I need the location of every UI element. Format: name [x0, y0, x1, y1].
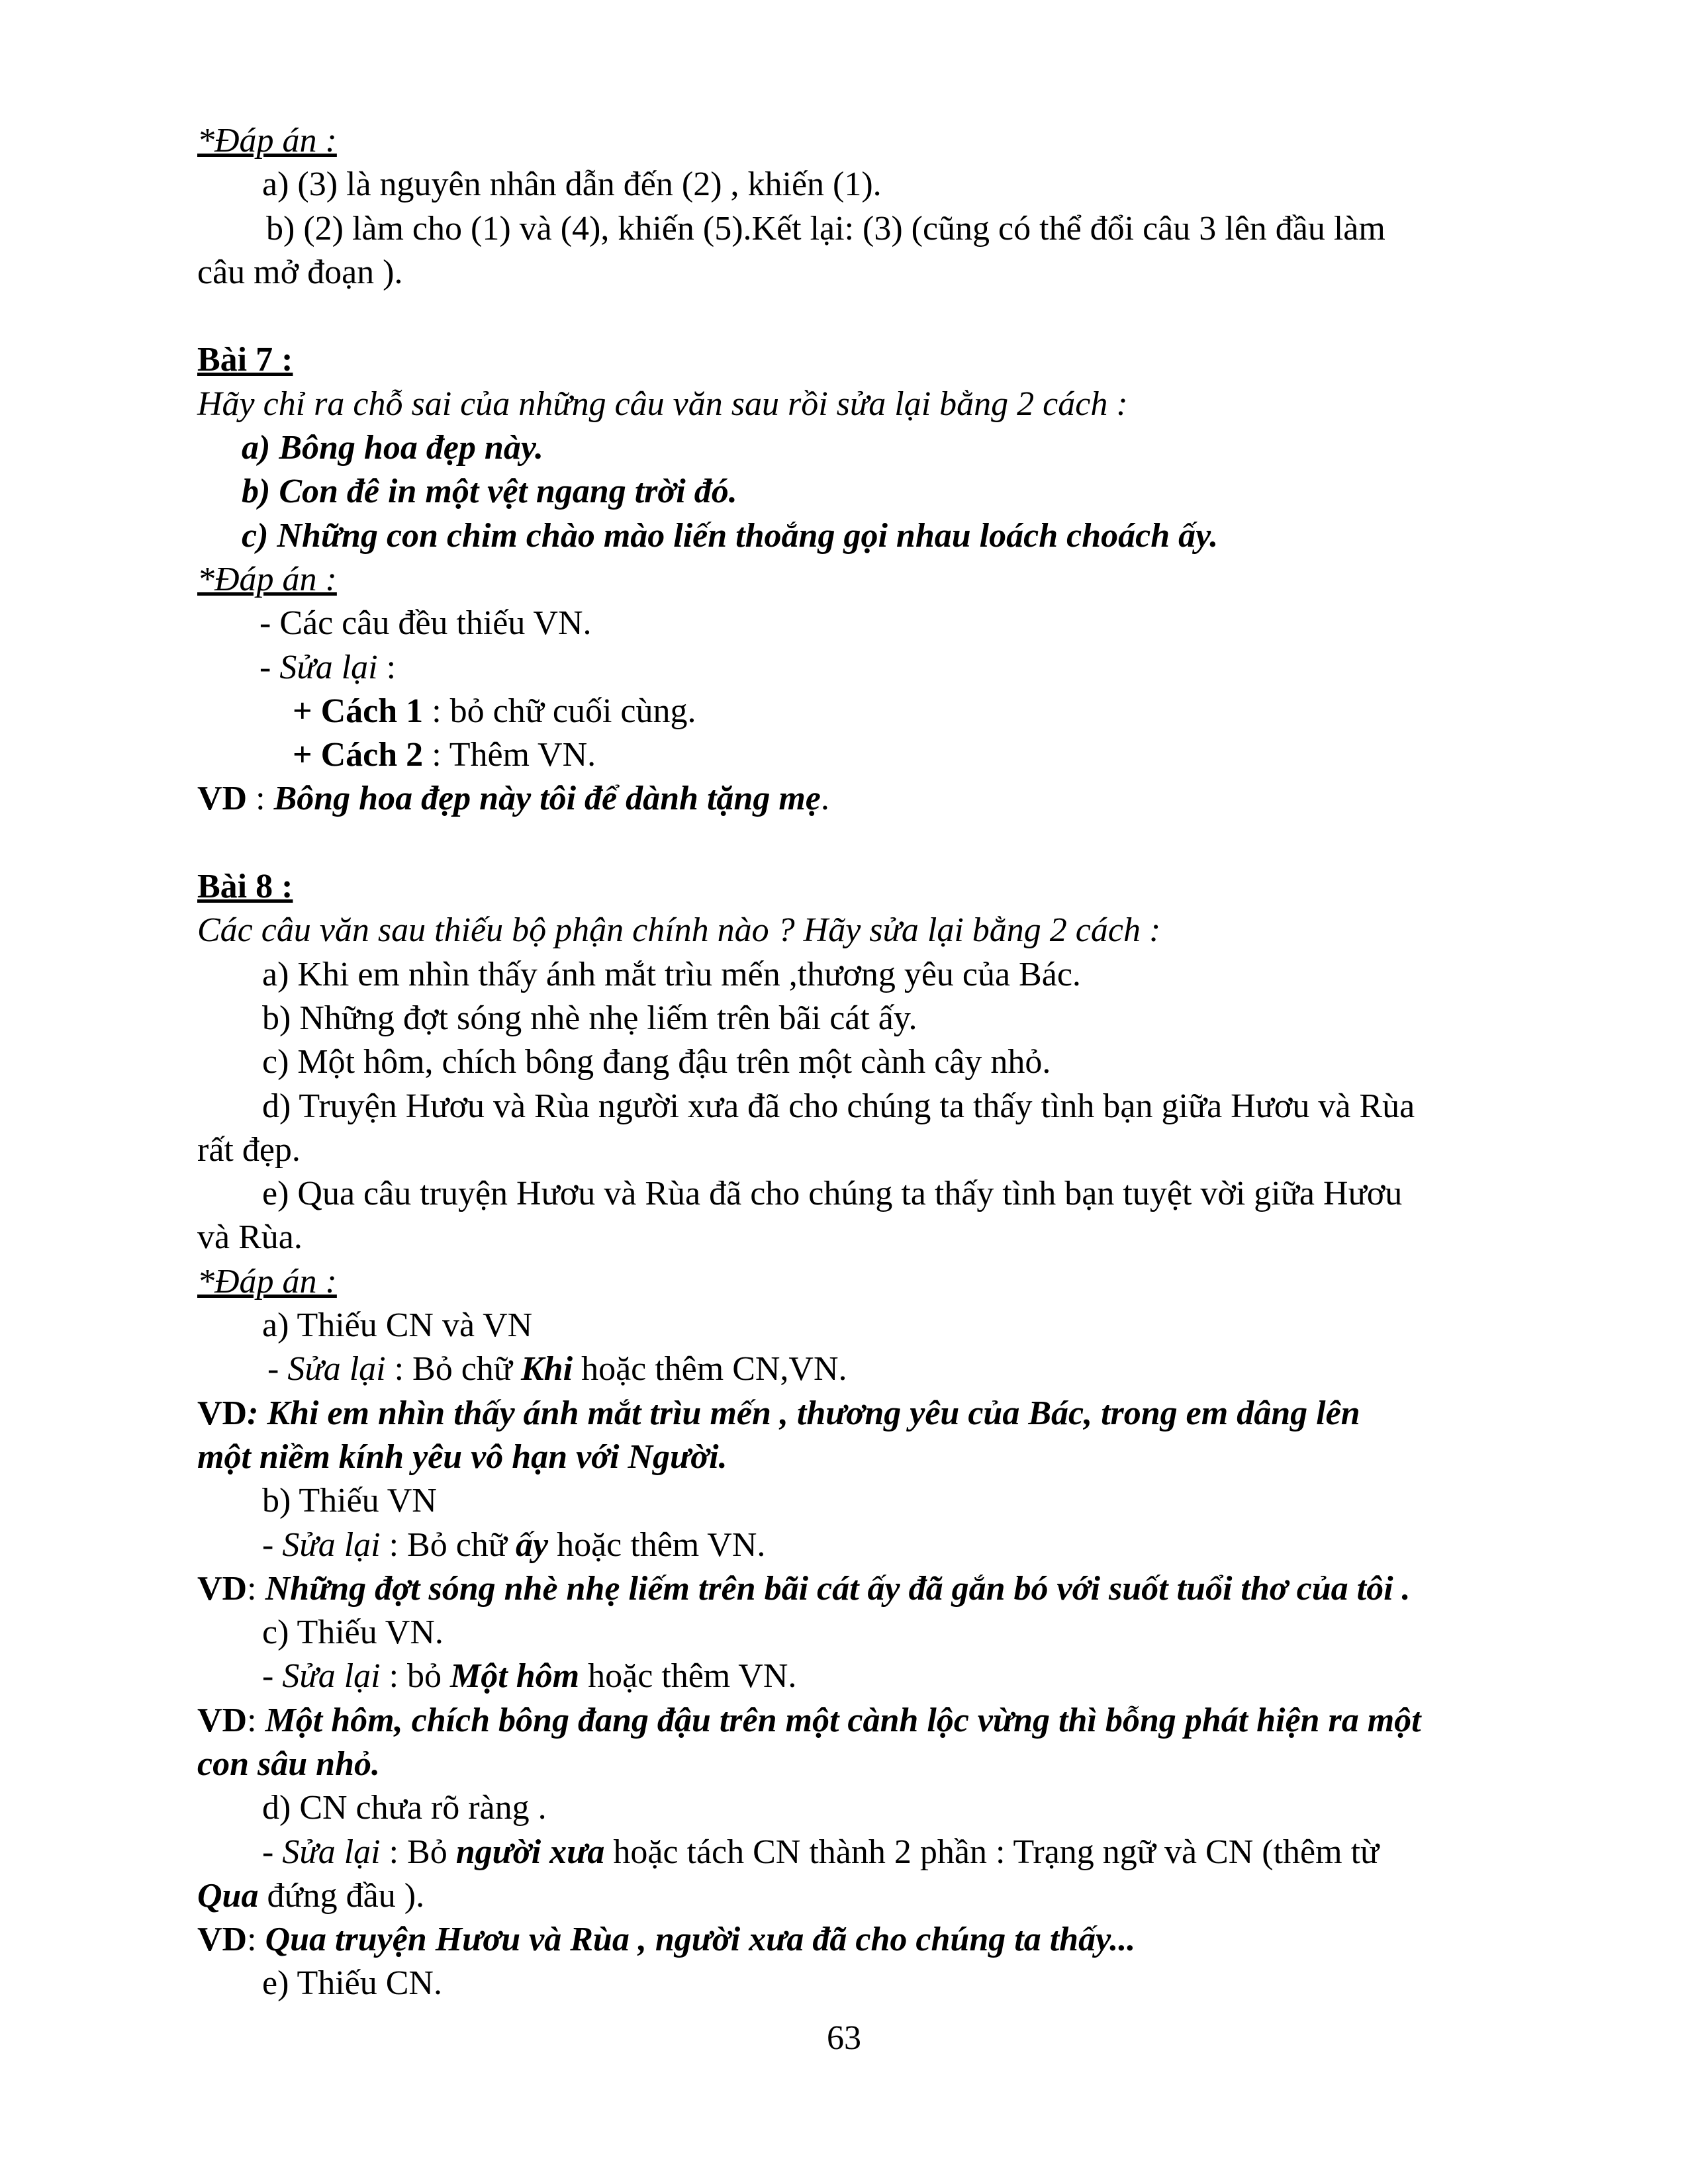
text-line [197, 1567, 1534, 1611]
text-run: rất đẹp. [197, 1130, 301, 1169]
text-run: a) (3) là nguyên nhân dẫn đến (2) , khiến (1). [262, 165, 882, 204]
text-run: Một hôm, chích bông đang đậu trên một cành lộc vừng thì bỗng phát hiện ra một [265, 1701, 1421, 1739]
text-run: người xưa [455, 1833, 605, 1871]
text-run: a) Bông hoa đẹp này. [242, 429, 543, 467]
text-line [197, 997, 1534, 1040]
text-run: : Bỏ chữ [380, 1525, 516, 1564]
text-run: *Đáp án : [197, 560, 337, 598]
text-run: : [247, 1701, 265, 1739]
text-run: : [247, 1921, 265, 1959]
text-line [197, 338, 1534, 382]
text-line [197, 1962, 1534, 2005]
text-run: Những đợt sóng nhè nhẹ liếm trên bãi cát ấy đã gắn bó với suốt tuổi thơ của tôi . [265, 1569, 1411, 1608]
text-run: b) Thiếu VN [262, 1482, 437, 1520]
text-line [197, 1304, 1534, 1347]
text-run: b) Con đê in một vệt ngang trời đó. [242, 473, 737, 511]
text-run: Hãy chỉ ra chỗ sai của những câu văn sau rồi sửa lại bằng 2 cách : [197, 385, 1128, 423]
text-line [197, 909, 1534, 952]
text-run: : bỏ [380, 1657, 451, 1696]
text-run: Sửa lại [282, 1525, 381, 1564]
text-line [197, 558, 1534, 602]
text-run: Bông hoa đẹp này tôi để dành tặng mẹ [273, 780, 821, 818]
document-body [197, 119, 1534, 2006]
text-run: . [820, 780, 829, 818]
text-line [197, 690, 1534, 733]
text-line [197, 1260, 1534, 1304]
text-run: VD [197, 1569, 248, 1608]
text-run: hoặc thêm CN,VN. [573, 1350, 847, 1388]
text-line [197, 1392, 1534, 1435]
text-line [197, 383, 1534, 426]
text-run: : Bỏ [380, 1833, 456, 1871]
text-run: - [262, 1525, 283, 1564]
text-run: a) Thiếu CN và VN [262, 1306, 533, 1345]
text-line [197, 865, 1534, 909]
text-run: Qua [197, 1876, 259, 1915]
text-run: - Các câu đều thiếu VN. [259, 604, 592, 643]
text-run: - [262, 1657, 283, 1696]
text-line [197, 1743, 1534, 1786]
text-run: a) Khi em nhìn thấy ánh mắt trìu mến ,thương yêu của Bác. [262, 955, 1081, 993]
text-run: - [267, 1350, 288, 1388]
text-run: : Thêm VN. [423, 736, 596, 774]
text-run: câu mở đoạn ). [197, 253, 403, 291]
text-run: + Cách 2 [293, 736, 424, 774]
text-run: : [377, 648, 397, 686]
text-run: c) Thiếu VN. [262, 1614, 444, 1652]
text-run: *Đáp án : [197, 122, 337, 159]
text-line [197, 1172, 1534, 1216]
text-line [197, 426, 1534, 470]
text-run: : Bỏ chữ [385, 1350, 521, 1388]
text-run: Sửa lại [287, 1350, 386, 1388]
text-run: hoặc thêm VN. [548, 1525, 766, 1564]
text-run: đứng đầu ). [258, 1876, 425, 1915]
text-line [197, 1524, 1534, 1567]
text-line [197, 1435, 1534, 1479]
text-line [197, 163, 1534, 206]
text-line [197, 1479, 1534, 1523]
text-run: b) Những đợt sóng nhè nhẹ liếm trên bãi cát ấy. [262, 999, 917, 1037]
text-run: e) Qua câu truyện Hươu và Rùa đã cho chúng ta thấy tình bạn tuyệt vời giữa Hươu [262, 1175, 1403, 1213]
text-run: Các câu văn sau thiếu bộ phận chính nào ? Hãy sửa lại bằng 2 cách : [197, 911, 1161, 950]
text-run: : bỏ chữ cuối cùng. [423, 692, 696, 730]
text-run: b) (2) làm cho (1) và (4), khiến (5).Kết lại: (3) (cũng có thể đổi câu 3 lên đầu làm [266, 209, 1385, 248]
text-run: Bài 8 : [197, 868, 293, 906]
blank-line [197, 821, 1534, 865]
text-line [197, 1611, 1534, 1655]
text-run: hoặc thêm VN. [579, 1657, 797, 1696]
text-line [197, 1831, 1534, 1874]
text-run: VD [197, 1701, 248, 1739]
text-line [197, 1085, 1534, 1128]
text-run: : [247, 780, 274, 818]
text-run: Sửa lại [282, 1833, 381, 1871]
blank-line [197, 295, 1534, 338]
text-run: - [259, 648, 280, 686]
text-line [197, 1216, 1534, 1259]
text-line [197, 470, 1534, 514]
text-run: : Khi em nhìn thấy ánh mắt trìu mến , thương yêu của Bác, trong em dâng lên [247, 1394, 1360, 1432]
text-run: d) CN chưa rõ ràng . [262, 1789, 547, 1827]
text-line [197, 777, 1534, 821]
text-run: d) Truyện Hươu và Rùa người xưa đã cho chúng ta thấy tình bạn giữa Hươu và Rùa [262, 1087, 1415, 1125]
text-run: ấy [516, 1525, 549, 1564]
text-run: c) Một hôm, chích bông đang đậu trên một cành cây nhỏ. [262, 1043, 1051, 1081]
text-line [197, 733, 1534, 777]
text-line [197, 646, 1534, 690]
text-line [197, 1786, 1534, 1830]
text-line [197, 119, 1534, 163]
text-line [197, 251, 1534, 295]
text-line [197, 1874, 1534, 1918]
text-run: Bài 7 : [197, 341, 293, 379]
text-run: - [262, 1833, 283, 1871]
page-number: 63 [827, 2019, 861, 2057]
text-line [197, 1128, 1534, 1172]
text-run: + Cách 1 [293, 692, 424, 730]
text-run: con sâu nhỏ. [197, 1745, 380, 1783]
text-run: một niềm kính yêu vô hạn với Người. [197, 1437, 727, 1476]
text-run: và Rùa. [197, 1218, 303, 1257]
text-run: VD [197, 780, 248, 818]
text-run: Khi [521, 1350, 573, 1388]
text-line [197, 514, 1534, 558]
text-run: Sửa lại [282, 1657, 381, 1696]
text-run: e) Thiếu CN. [262, 1964, 442, 2003]
text-run: Sửa lại [279, 648, 378, 686]
text-line [197, 207, 1534, 251]
text-line [197, 1655, 1534, 1698]
text-line [197, 602, 1534, 645]
text-run: VD [197, 1921, 248, 1959]
text-line [197, 1347, 1534, 1391]
text-line [197, 1699, 1534, 1743]
text-line [197, 1918, 1534, 1962]
text-line [197, 953, 1534, 997]
text-run: hoặc tách CN thành 2 phần : Trạng ngữ và CN (thêm từ [604, 1833, 1380, 1871]
text-run: : [247, 1569, 265, 1608]
text-run: *Đáp án : [197, 1262, 337, 1300]
text-run: VD [197, 1394, 248, 1432]
text-run: Qua truyện Hươu và Rùa , người xưa đã cho chúng ta thấy... [265, 1921, 1136, 1959]
text-line [197, 1040, 1534, 1084]
text-run: Một hôm [450, 1657, 580, 1696]
text-run: c) Những con chim chào mào liến thoắng gọi nhau loách choách ấy. [242, 516, 1219, 555]
